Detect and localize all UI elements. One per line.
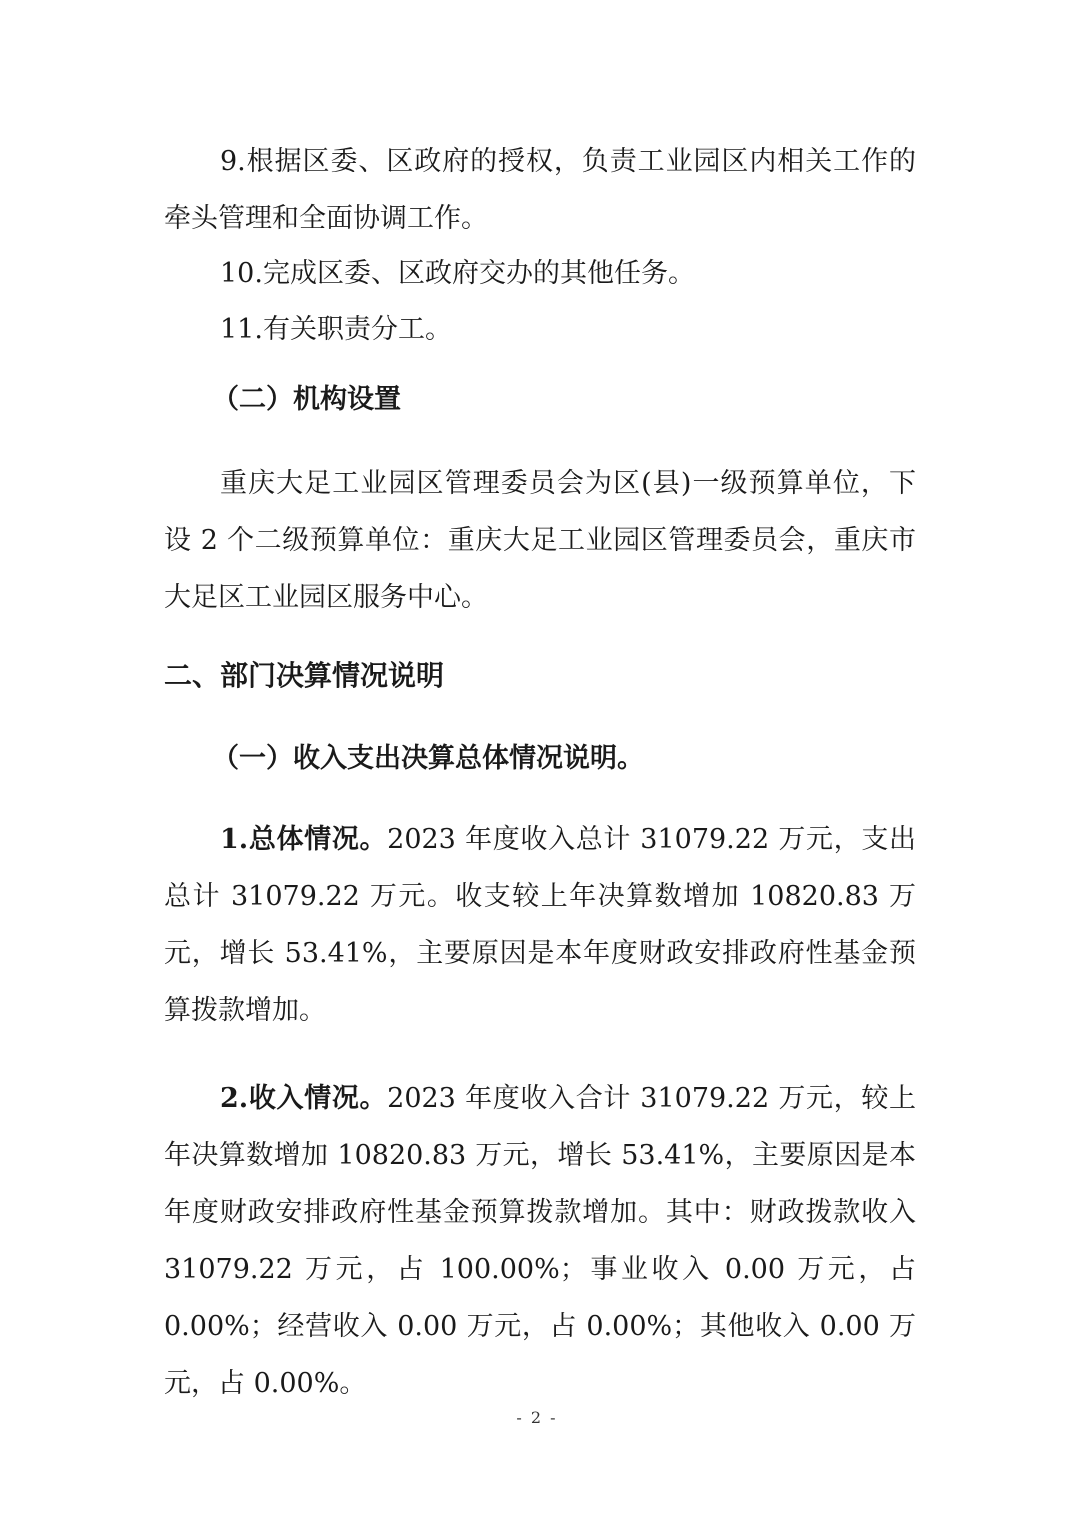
section-2-heading: 二、部门决算情况说明 [164, 659, 445, 692]
page-number: - 2 - [516, 1408, 558, 1427]
overall-lead: 1.总体情况。 [220, 824, 388, 855]
income-paragraph [164, 1070, 916, 1412]
income-lead: 2.收入情况。 [220, 1083, 388, 1114]
income-text: 2023 年度收入合计 31079.22 万元，较上年决算数增加 10820.83 万元，增长 53.41%，主要原因是本年度财政安排政府性基金预算拨款增加。其中：财政拨款收入 31079.22 万元，占 100.00%；事业收入 0.00 万元，占 0.00%；经营收入 0.00 万元，占 0.00%；其他收入 0.00 万元，占 0.00%。 [164, 1083, 916, 1399]
item-11-paragraph: 11.有关职责分工。 [220, 314, 452, 345]
org-paragraph: 重庆大足工业园区管理委员会为区(县)一级预算单位，下设 2 个二级预算单位：重庆大足工业园区管理委员会，重庆市大足区工业园区服务中心。 [164, 468, 916, 613]
item-9-paragraph: 9.根据区委、区政府的授权，负责工业园区内相关工作的牵头管理和全面协调工作。 [164, 146, 916, 234]
section-org-heading: （二）机构设置 [212, 384, 401, 415]
overall-paragraph [164, 811, 916, 1039]
subsection-1-heading: （一）收入支出决算总体情况说明。 [212, 743, 644, 774]
item-10-paragraph: 10.完成区委、区政府交办的其他任务。 [220, 258, 695, 289]
overall-text: 2023 年度收入总计 31079.22 万元，支出总计 31079.22 万元。收支较上年决算数增加 10820.83 万元，增长 53.41%，主要原因是本年度财政安排政府性基金预算拨款增加。 [164, 824, 916, 1026]
